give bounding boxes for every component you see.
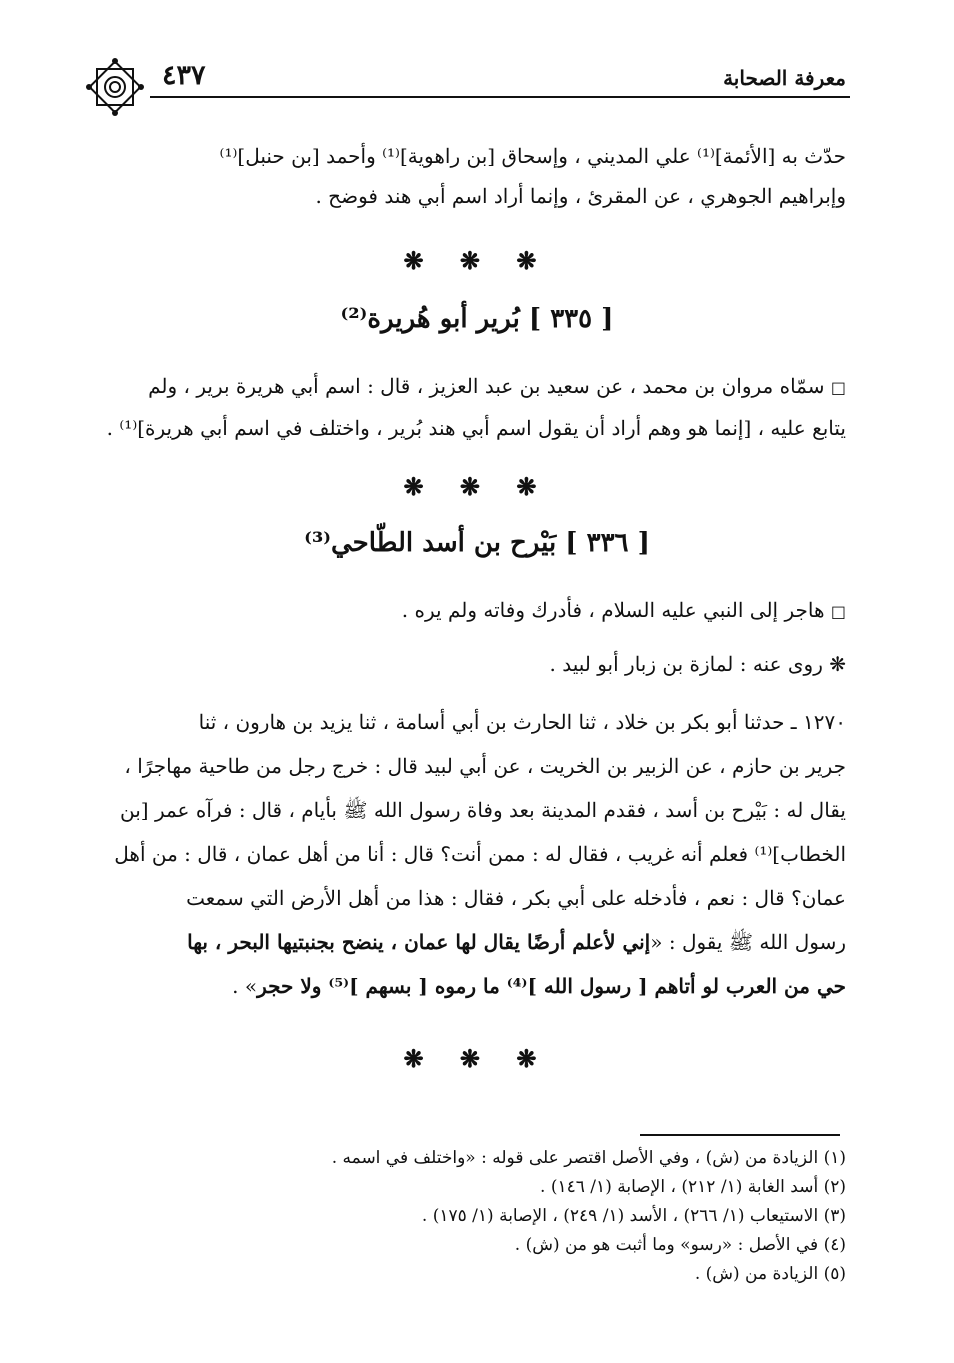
hadith-line: حي من العرب لو أتاهم [ رسول الله ]⁽⁴⁾ ما رموه [ بسهم ]⁽⁵⁾ ولا حجر» . [232,974,846,998]
hadith-paragraph [80,700,846,1008]
entry-335-body [80,366,846,448]
entry-heading-336: [ ٣٣٦ ] بَيْرح بن أسد الطّاحي⁽³⁾ [304,528,650,558]
narrator-line: ❋ روى عنه : لمازة بن زبار أبو لبيد . [549,652,846,676]
entry-line: □ سمّاه مروان بن محمد ، عن سعيد بن عبد العزيز ، قال : اسم أبي هريرة برير ، ولم [148,374,846,398]
hadith-line: جرير بن حازم ، عن الزبير بن الخريت ، عن أبي لبيد قال : خرج رجل من طاحية مهاجرًا ، [124,754,846,778]
hadith-line: عمان؟ قال : نعم ، فأدخله على أبي بكر ، فقال : هذا من أهل الأرض التي سمعت [186,886,846,910]
page-number: ٤٣٧ [162,60,206,91]
section-separator: ❋ ❋ ❋ [403,246,551,275]
intro-line: حدّث به [الأئمة]⁽¹⁾ علي المديني ، وإسحاق [بن راهوية]⁽¹⁾ وأحمد [بن حنبل]⁽¹⁾ [219,144,846,168]
entry-line: يتابع عليه ، [إنما هو وهم أراد أن يقول اسم أبي هند بُرير ، واختلف في اسم أبي هريرة]⁽¹⁾ . [106,416,846,440]
square-marker-icon: □ [830,378,846,397]
section-separator: ❋ ❋ ❋ [403,1044,551,1073]
hadith-line: يقال له : بَيْرح بن أسد ، فقدم المدينة بعد وفاة رسول الله ﷺ بأيام ، قال : فرآه عمر [بن [120,798,846,822]
star-ornament-icon [80,52,150,122]
hadith-line: ١٢٧٠ ـ حدثنا أبو بكر بن خلاد ، ثنا الحارث بن أبي أسامة ، ثنا يزيد بن هارون ، ثنا [198,710,846,734]
intro-paragraph [80,136,846,216]
footnotes [120,1144,846,1289]
section-separator: ❋ ❋ ❋ [403,472,551,501]
prophetic-quote: حي من العرب لو أتاهم [ رسول الله ]⁽⁴⁾ ما رموه [ بسهم ]⁽⁵⁾ ولا حجر [257,974,846,998]
hadith-line: الخطاب]⁽¹⁾ فعلم أنه غريب ، فقال له : ممن أنت؟ قال : أنا من أهل عمان ، قال : من أهل [114,842,846,866]
entry-line: □ هاجر إلى النبي عليه السلام ، فأدرك وفاته ولم يره . [401,598,846,622]
footnote-item: (٣) الاستيعاب (١/ ٢٦٦) ، الأسد (١/ ٢٤٩) ، الإصابة (١/ ١٧٥) . [421,1206,846,1226]
footnote-item: (٥) الزيادة من (ش) . [694,1264,846,1284]
footnote-item: (٤) في الأصل : «رسو» وما أثبت هو من (ش) . [514,1235,846,1255]
entry-heading-335: [ ٣٣٥ ] بُرير أبو هُريرة⁽²⁾ [340,304,614,334]
prophetic-quote: إني لأعلم أرضًا يقال لها عمان ، ينضح بجنبتيها البحر ، بها [187,930,651,954]
hadith-line: رسول الله ﷺ يقول : «إني لأعلم أرضًا يقال لها عمان ، ينضح بجنبتيها البحر ، بها [187,930,846,954]
footnote-divider [640,1134,840,1136]
asterisk-marker-icon: ❋ [829,652,846,676]
page-header [80,52,850,100]
running-title: معرفة الصحابة [723,66,846,90]
intro-line: وإبراهيم الجوهري ، عن المقرئ ، وإنما أراد اسم أبي هند فوضح . [315,184,846,208]
entry-336-body [80,590,846,684]
header-divider [150,96,850,98]
footnote-item: (٢) أسد الغابة (١/ ٢١٢) ، الإصابة (١/ ١٤٦) . [540,1177,846,1197]
footnote-item: (١) الزيادة من (ش) ، وفي الأصل اقتصر على قوله : «واختلف في اسمه . [331,1148,846,1168]
square-marker-icon: □ [830,602,846,621]
